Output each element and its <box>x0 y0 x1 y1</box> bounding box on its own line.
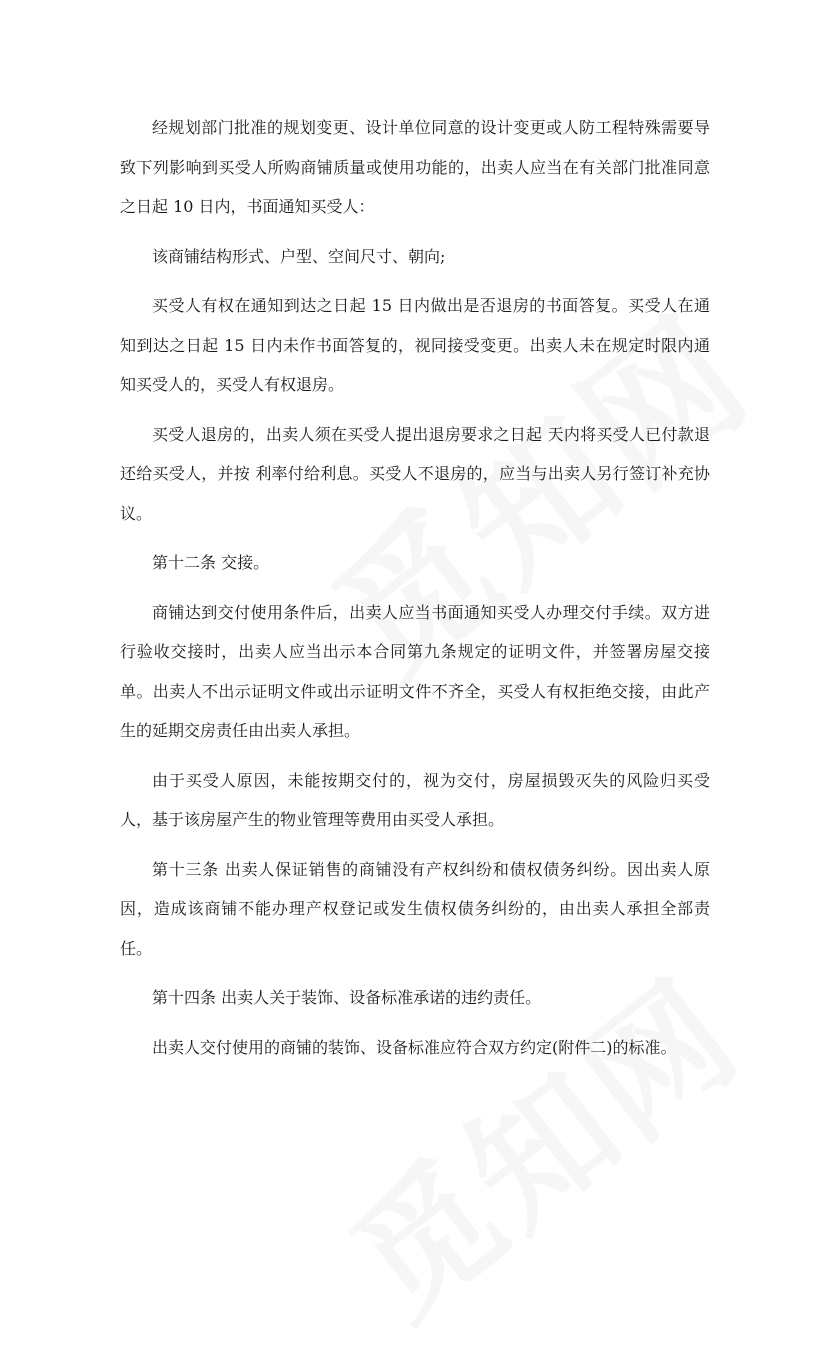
clause-heading: 第十四条 出卖人关于装饰、设备标准承诺的违约责任。 <box>152 988 542 1007</box>
paragraph: 买受人退房的，出卖人须在买受人提出退房要求之日起 天内将买受人已付款退还给买受人，并按 利率付给利息。买受人不退房的，应当与出卖人另行签订补充协议。 <box>120 424 710 523</box>
clause-heading: 第十二条 交接。 <box>152 553 270 572</box>
clause-paragraph: 第十三条 出卖人保证销售的商铺没有产权纠纷和债权债务纠纷。因出卖人原因，造成该商铺不能办理产权登记或发生债权债务纠纷的，由出卖人承担全部责任。 <box>120 859 710 958</box>
paragraph: 买受人有权在通知到达之日起 15 日内做出是否退房的书面答复。买受人在通知到达之日起 15 日内未作书面答复的，视同接受变更。出卖人未在规定时限内通知买受人的，买受人有权退房。 <box>120 296 710 394</box>
paragraph: 由于买受人原因，未能按期交付的，视为交付，房屋损毁灭失的风险归买受人，基于该房屋产生的物业管理等费用由买受人承担。 <box>120 770 710 829</box>
paragraph: 出卖人交付使用的商铺的装饰、设备标准应符合双方约定(附件二)的标准。 <box>152 1037 677 1057</box>
document-body <box>120 108 710 1077</box>
paragraph: 该商铺结构形式、户型、空间尺寸、朝向; <box>152 246 446 266</box>
paragraph: 商铺达到交付使用条件后，出卖人应当书面通知买受人办理交付手续。双方进行验收交接时，出卖人应当出示本合同第九条规定的证明文件，并签署房屋交接单。出卖人不出示证明文件或出示证明文件不齐全，买受人有权拒绝交接，由此产生的延期交房责任由出卖人承担。 <box>120 602 710 740</box>
paragraph: 经规划部门批准的规划变更、设计单位同意的设计变更或人防工程特殊需要导致下列影响到买受人所购商铺质量或使用功能的，出卖人应当在有关部门批准同意之日起 10 日内，书面通知买受人： <box>120 118 710 216</box>
